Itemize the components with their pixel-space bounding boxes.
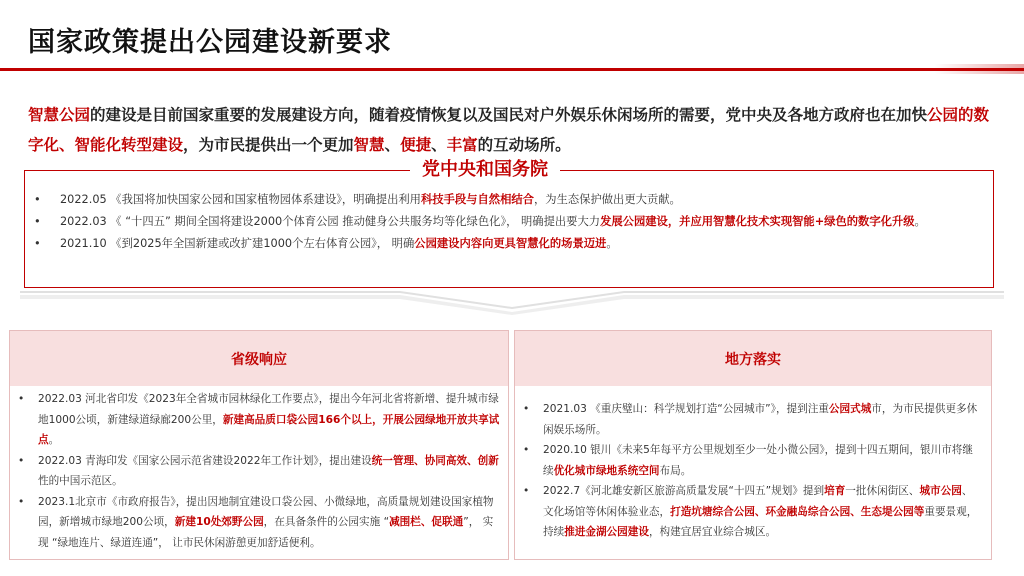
list-item: • 2022.03 青海印发《国家公园示范省建设2022年工作计划》，提出建设统一管理、协同高效、创新性的中国示范区。 [18,451,502,492]
title-underline [0,68,1024,71]
intro-paragraph: 智慧公园的建设是目前国家重要的发展建设方向，随着疫情恢复以及国民对户外娱乐休闲场所的需要，党中央及各地方政府也在加快公园的数字化、智能化转型建设，为市民提供出一个更加智慧、便捷、丰富的互动场所。 [28,106,990,154]
list-item: • 2020.10 银川《未来5年每平方公里规划至少一处小微公园》，提到十四五期间，银川市将继续优化城市绿地系统空间布局。 [523,440,981,481]
list-item: • 2022.03 河北省印发《2023年全省城市园林绿化工作要点》，提出今年河北省将新增、提升城市绿地1000公顷，新建绿道绿廊200公里，新建高品质口袋公园166个以上，开展公园绿地开放共享试点。 [18,389,502,451]
provincial-panel-title: 省级响应 [10,331,508,386]
local-list [523,399,981,543]
local-panel [514,330,992,560]
provincial-panel [9,330,509,560]
page-title: 国家政策提出公园建设新要求 [28,27,392,58]
list-item: • 2022.05 《我国将加快国家公园和国家植物园体系建设》，明确提出利用科技手段与自然相结合，为生态保护做出更大贡献。 [30,189,985,211]
list-item: • 2023.1北京市《市政府报告》，提出因地制宜建设口袋公园、小微绿地，高质量规划建设国家植物园，新增城市绿地200公顷，新建10处郊野公园，在具备条件的公园实施 “减围栏、促联通”， 实现 “绿地连片、绿道连通”， 让市民休闲游憩更加舒适便利。 [18,492,502,554]
list-item: • 2021.03 《重庆璧山：科学规划打造“公园城市”》，提到注重公园式城市，为市民提供更多休闲娱乐场所。 [523,399,981,440]
title-underline-accent [934,64,1024,74]
provincial-list [18,389,502,553]
local-panel-title: 地方落实 [515,331,991,386]
central-policy-title: 党中央和国务院 [410,158,560,182]
list-item: • 2021.10 《到2025年全国新建或改扩建1000个左右体育公园》， 明确公园建设内容向更具智慧化的场景迈进。 [30,233,985,255]
flow-arrow-shape [0,285,1024,315]
central-policy-list [30,189,985,255]
list-item: • 2022.03 《 “十四五” 期间全国将建设2000个体育公园 推动健身公共服务均等化绿色化》， 明确提出要大力发展公园建设，并应用智慧化技术实现智能+绿色的数字化升级。 [30,211,985,233]
list-item: • 2022.7《河北雄安新区旅游高质量发展“十四五”规划》提到培育一批休闲街区、城市公园、文化场馆等休闲体验业态，打造坑塘综合公园、环金融岛综合公园、生态堤公园等重要景观，持续推进金湖公园建设，构建宜居宜业综合城区。 [523,481,981,543]
